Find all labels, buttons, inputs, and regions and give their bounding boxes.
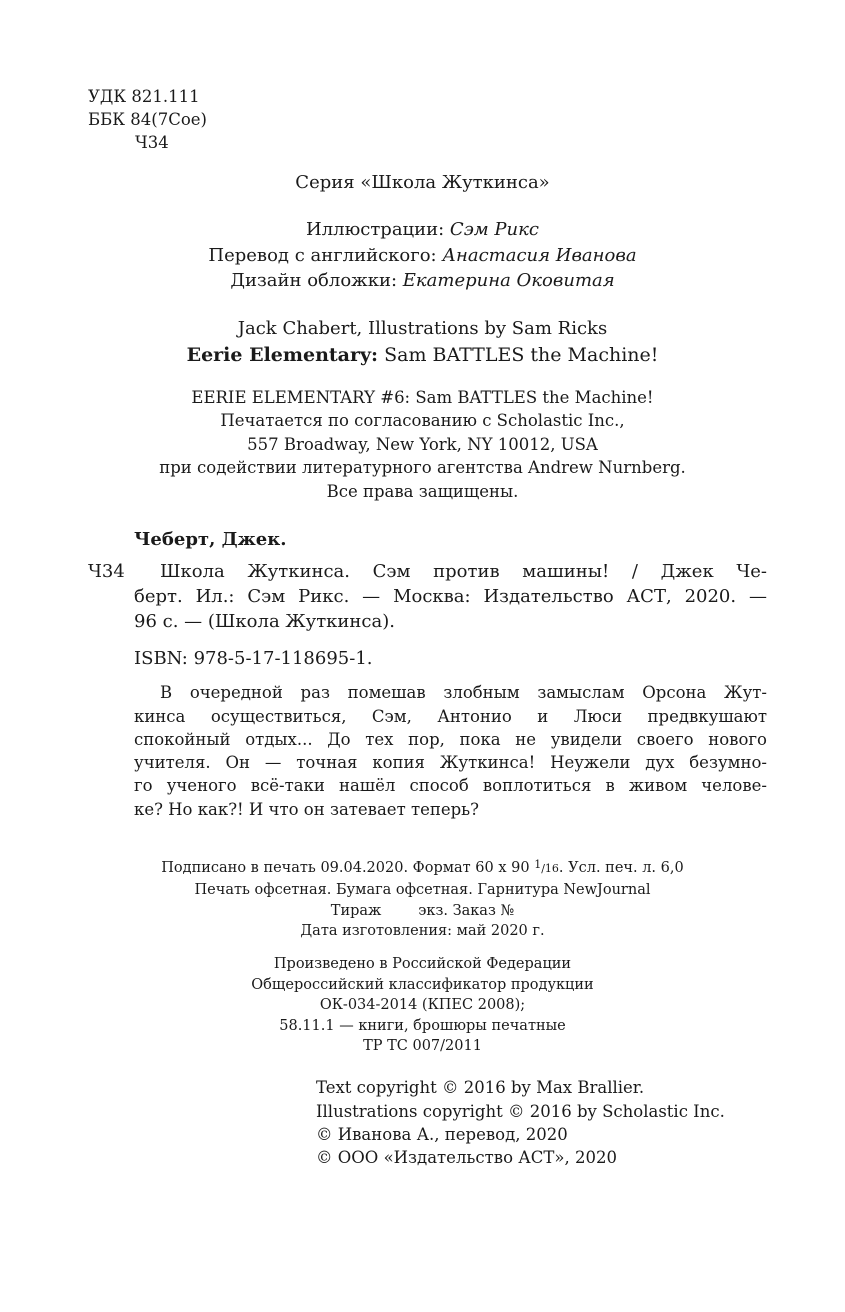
cover-name: Екатерина Оковитая <box>402 270 615 291</box>
annotation-line-4: учителя. Он — точная копия Жуткинса! Неужели дух безумно- <box>134 753 767 772</box>
author-heading: Чеберт, Джек. <box>134 529 287 550</box>
bibliographic-line-1: Школа Жуткинса. Сэм против машины! / Джек Че- <box>160 561 767 582</box>
annotation-line-5: го ученого всё-таки нашёл способ воплотиться в живом челове- <box>134 776 767 795</box>
production-line-5: ТР ТС 007/2011 <box>363 1038 482 1054</box>
imprint-line-4: Дата изготовления: май 2020 г. <box>300 923 545 939</box>
annotation-line-6: ке? Но как?! И что он затевает теперь? <box>134 800 479 819</box>
imprint-sheets: . Усл. печ. л. 6,0 <box>558 860 684 876</box>
copyright-line-4: © ООО «Издательство АСТ», 2020 <box>316 1148 617 1167</box>
production-line-1: Произведено в Российской Федерации <box>273 956 572 972</box>
translation-label: Перевод с английского: <box>208 245 437 266</box>
original-title <box>0 344 845 366</box>
series-line: Серия «Школа Жуткинса» <box>295 172 550 193</box>
imprint-line-2: Печать офсетная. Бумага офсетная. Гарнитура NewJournal <box>194 882 651 898</box>
rights-line-3: 557 Broadway, New York, NY 10012, USA <box>247 435 598 454</box>
cover-credit <box>0 270 845 291</box>
imprint-line-3: Тираж экз. Заказ № <box>330 903 515 919</box>
rights-line-2: Печатается по согласованию с Scholastic Inc., <box>220 411 625 430</box>
imprint-format: Подписано в печать 09.04.2020. Формат 60 х 90 <box>161 860 530 876</box>
rights-line-5: Все права защищены. <box>326 482 519 501</box>
production-line-3: ОК-034-2014 (КПЕС 2008); <box>319 997 526 1013</box>
translation-name: Анастасия Иванова <box>442 245 637 266</box>
translation-credit <box>0 245 845 266</box>
rights-line-1: EERIE ELEMENTARY #6: Sam BATTLES the Machine! <box>191 388 654 407</box>
annotation-line-2: кинса осуществиться, Сэм, Антонио и Люси предвкушают <box>134 707 767 726</box>
format-fraction-denominator: 16 <box>544 862 559 875</box>
imprint-line-1: Подписано в печать 09.04.2020. Формат 60 х 90 $^1$/16. Усл. печ. л. 6,0 <box>161 858 684 876</box>
isbn: ISBN: 978-5-17-118695-1. <box>134 648 373 669</box>
production-line-2: Общероссийский классификатор продукции <box>251 977 594 993</box>
production-line-4: 58.11.1 — книги, брошюры печатные <box>279 1018 566 1034</box>
original-title-series: Eerie Elementary: <box>186 344 379 366</box>
annotation-line-1: В очередной раз помешав злобным замыслам Орсона Жут- <box>160 683 767 702</box>
rights-line-4: при содействии литературного агентства Andrew Nurnberg. <box>159 458 686 477</box>
copyright-line-3: © Иванова А., перевод, 2020 <box>316 1125 568 1144</box>
copyright-line-2: Illustrations copyright © 2016 by Scholastic Inc. <box>316 1102 725 1121</box>
author-code: Ч34 <box>135 133 169 152</box>
original-authors: Jack Chabert, Illustrations by Sam Ricks <box>237 318 608 339</box>
bibliographic-line-2: берт. Ил.: Сэм Рикс. — Москва: Издательство АСТ, 2020. — <box>134 586 767 607</box>
annotation-line-3: спокойный отдых... До тех пор, пока не увидели своего нового <box>134 730 767 749</box>
copyright-line-1: Text copyright © 2016 by Max Brallier. <box>316 1078 645 1097</box>
udk-code: УДК 821.111 <box>88 87 200 106</box>
illustrations-name: Сэм Рикс <box>449 219 539 240</box>
bibliographic-code: Ч34 <box>88 561 125 582</box>
cover-label: Дизайн обложки: <box>230 270 398 291</box>
illustrations-credit <box>0 219 845 240</box>
bbk-code: ББК 84(7Сое) <box>88 110 207 129</box>
illustrations-label: Иллюстрации: <box>306 219 445 240</box>
bibliographic-line-3: 96 с. — (Школа Жуткинса). <box>134 611 395 632</box>
original-title-rest: Sam BATTLES the Machine! <box>384 344 659 366</box>
format-fraction-numerator: 1 <box>534 858 542 871</box>
